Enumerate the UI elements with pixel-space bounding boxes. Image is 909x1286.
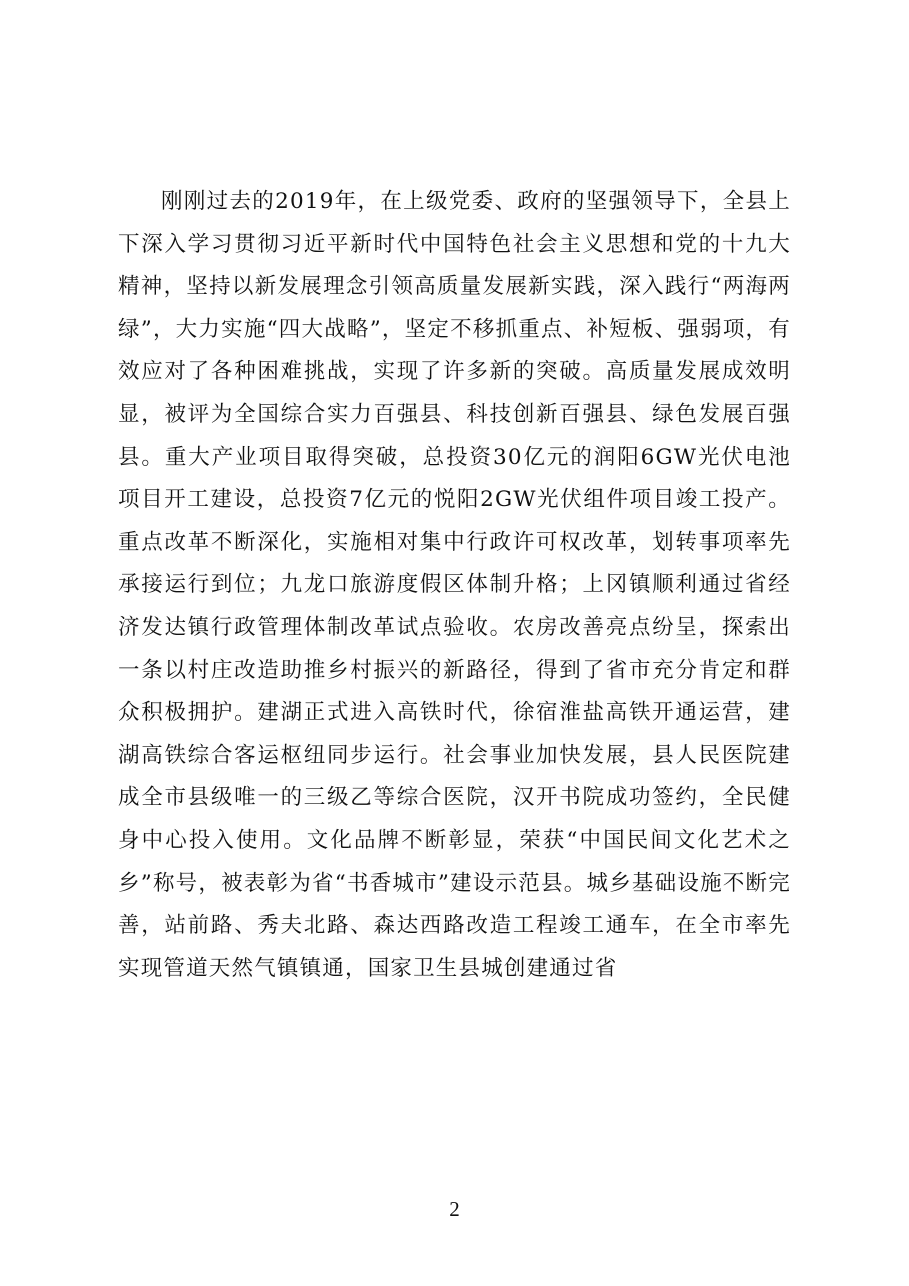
page-number: 2 xyxy=(449,1197,460,1221)
body-paragraph: 刚刚过去的2019年，在上级党委、政府的坚强领导下，全县上下深入学习贯彻习近平新时代中国特色社会主义思想和党的十九大精神，坚持以新发展理念引领高质量发展新实践，深入践行“两海两绿”，大力实施“四大战略”，坚定不移抓重点、补短板、强弱项，有效应对了各种困难挑战，实现了许多新的突破。高质量发展成效明显，被评为全国综合实力百强县、科技创新百强县、绿色发展百强县。重大产业项目取得突破，总投资30亿元的润阳6GW光伏电池项目开工建设，总投资7亿元的悦阳2GW光伏组件项目竣工投产。重点改革不断深化，实施相对集中行政许可权改革，划转事项率先承接运行到位；九龙口旅游度假区体制升格；上冈镇顺利通过省经济发达镇行政管理体制改革试点验收。农房改善亮点纷呈，探索出一条以村庄改造助推乡村振兴的新路径，得到了省市充分肯定和群众积极拥护。建湖正式进入高铁时代，徐宿淮盐高铁开通运营，建湖高铁综合客运枢纽同步运行。社会事业加快发展，县人民医院建成全市县级唯一的三级乙等综合医院，汉开书院成功签约，全民健身中心投入使用。文化品牌不断彰显，荣获“中国民间文化艺术之乡”称号，被表彰为省“书香城市”建设示范县。城乡基础设施不断完善，站前路、秀夫北路、森达西路改造工程竣工通车，在全市率先实现管道天然气镇镇通，国家卫生县城创建通过省 xyxy=(118,189,791,981)
